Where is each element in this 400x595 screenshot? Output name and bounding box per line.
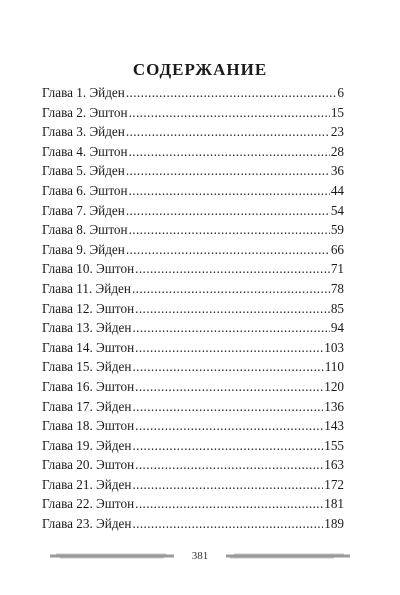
- toc-entry: [42, 201, 344, 221]
- toc-entry: [42, 299, 344, 319]
- toc-entry: [42, 220, 344, 240]
- toc-entry-label: Глава 8. Эштон: [42, 222, 128, 238]
- toc-leader-dots: [135, 416, 323, 436]
- toc-entry: [42, 279, 344, 299]
- toc-entry-label: Глава 14. Эштон: [42, 339, 135, 355]
- toc-entry-label: Глава 15. Эйден: [42, 359, 132, 375]
- toc-entry-page: 163: [324, 457, 344, 473]
- toc-entry-label: Глава 7. Эйден: [42, 202, 125, 218]
- toc-entry-label: Глава 6. Эштон: [42, 182, 128, 198]
- toc-entry-label: Глава 23. Эйден: [42, 516, 132, 532]
- toc-entry-page: 78: [330, 280, 344, 296]
- toc-entry-label: Глава 5. Эйден: [42, 163, 125, 179]
- toc-leader-dots: [126, 240, 330, 260]
- toc-entry-label: Глава 21. Эйден: [42, 476, 132, 492]
- toc-leader-dots: [129, 142, 330, 162]
- toc-leader-dots: [126, 161, 330, 181]
- toc-entry-page: 155: [324, 437, 344, 453]
- toc-entry: [42, 514, 344, 534]
- toc-entry: [42, 436, 344, 456]
- toc-entry-page: 120: [324, 378, 344, 394]
- toc-leader-dots: [126, 201, 330, 221]
- toc-leader-dots: [135, 377, 323, 397]
- page-footer: [0, 546, 400, 566]
- toc-entry-page: 189: [324, 516, 344, 532]
- toc-leader-dots: [129, 181, 330, 201]
- toc-entry: [42, 455, 344, 475]
- toc-entry-label: Глава 20. Эштон: [42, 457, 135, 473]
- toc-entry-page: 85: [330, 300, 344, 316]
- toc-entry-page: 181: [324, 496, 344, 512]
- toc-entry-label: Глава 11. Эйден: [42, 280, 131, 296]
- toc-leader-dots: [129, 220, 330, 240]
- toc-entry-label: Глава 1. Эйден: [42, 85, 125, 100]
- toc-entry-page: 44: [330, 182, 344, 198]
- toc-leader-dots: [135, 455, 323, 475]
- toc-entry-page: 28: [330, 143, 344, 159]
- toc-entry-page: 59: [330, 222, 344, 238]
- toc-entry-page: 143: [324, 418, 344, 434]
- toc-entry-page: 66: [330, 241, 344, 257]
- toc-leader-dots: [132, 357, 323, 377]
- toc-leader-dots: [132, 475, 323, 495]
- toc-leader-dots: [132, 397, 323, 417]
- toc-entry: [42, 318, 344, 338]
- toc-entry: [42, 494, 344, 514]
- left-ornament-icon: [50, 553, 174, 559]
- toc-entry-label: Глава 9. Эйден: [42, 241, 125, 257]
- toc-entry: [42, 122, 344, 142]
- toc-entry: [42, 377, 344, 397]
- toc-entry: [42, 259, 344, 279]
- toc-entry-page: 103: [324, 339, 344, 355]
- toc-leader-dots: [132, 279, 330, 299]
- toc-entry-label: Глава 3. Эйден: [42, 124, 125, 140]
- toc-entry: [42, 338, 344, 358]
- toc-entry-page: 15: [330, 104, 344, 120]
- toc-entry-label: Глава 17. Эйден: [42, 398, 132, 414]
- toc-entry-label: Глава 18. Эштон: [42, 418, 135, 434]
- toc-leader-dots: [129, 103, 330, 123]
- toc-entry: [42, 397, 344, 417]
- page-number: 381: [191, 550, 209, 562]
- toc-entry: [42, 181, 344, 201]
- toc-leader-dots: [135, 259, 330, 279]
- toc-entry-page: 94: [330, 320, 344, 336]
- toc-entry: [42, 240, 344, 260]
- page-title: СОДЕРЖАНИЕ: [132, 60, 268, 79]
- toc-entry-page: 110: [324, 359, 344, 375]
- toc-entry: [42, 416, 344, 436]
- toc-entry-label: Глава 22. Эштон: [42, 496, 135, 512]
- toc-leader-dots: [135, 338, 323, 358]
- toc-leader-dots: [135, 299, 330, 319]
- toc-entry-page: 136: [324, 398, 344, 414]
- toc-leader-dots: [132, 436, 323, 456]
- toc-entry-page: 6: [337, 85, 344, 100]
- toc-entry-page: 71: [330, 261, 344, 277]
- toc-entry-page: 36: [330, 163, 344, 179]
- toc-leader-dots: [135, 494, 323, 514]
- toc-entry-label: Глава 12. Эштон: [42, 300, 135, 316]
- toc-leader-dots: [126, 122, 330, 142]
- toc-entry: [42, 475, 344, 495]
- toc-entry-label: Глава 10. Эштон: [42, 261, 135, 277]
- toc-leader-dots: [126, 83, 337, 103]
- toc-entry-page: 54: [330, 202, 344, 218]
- toc-entry: [42, 103, 344, 123]
- toc-entry-label: Глава 19. Эйден: [42, 437, 132, 453]
- toc-entry-page: 23: [330, 124, 344, 140]
- right-ornament-icon: [226, 553, 350, 559]
- toc-entry-label: Глава 13. Эйден: [42, 320, 132, 336]
- toc-entry: [42, 83, 344, 103]
- toc-entry: [42, 161, 344, 181]
- toc-entry: [42, 142, 344, 162]
- toc-leader-dots: [132, 318, 329, 338]
- toc-entry: [42, 357, 344, 377]
- table-of-contents: [42, 83, 344, 534]
- toc-entry-label: Глава 16. Эштон: [42, 378, 135, 394]
- toc-entry-label: Глава 2. Эштон: [42, 104, 128, 120]
- toc-entry-page: 172: [324, 476, 344, 492]
- toc-leader-dots: [132, 514, 323, 534]
- toc-entry-label: Глава 4. Эштон: [42, 143, 128, 159]
